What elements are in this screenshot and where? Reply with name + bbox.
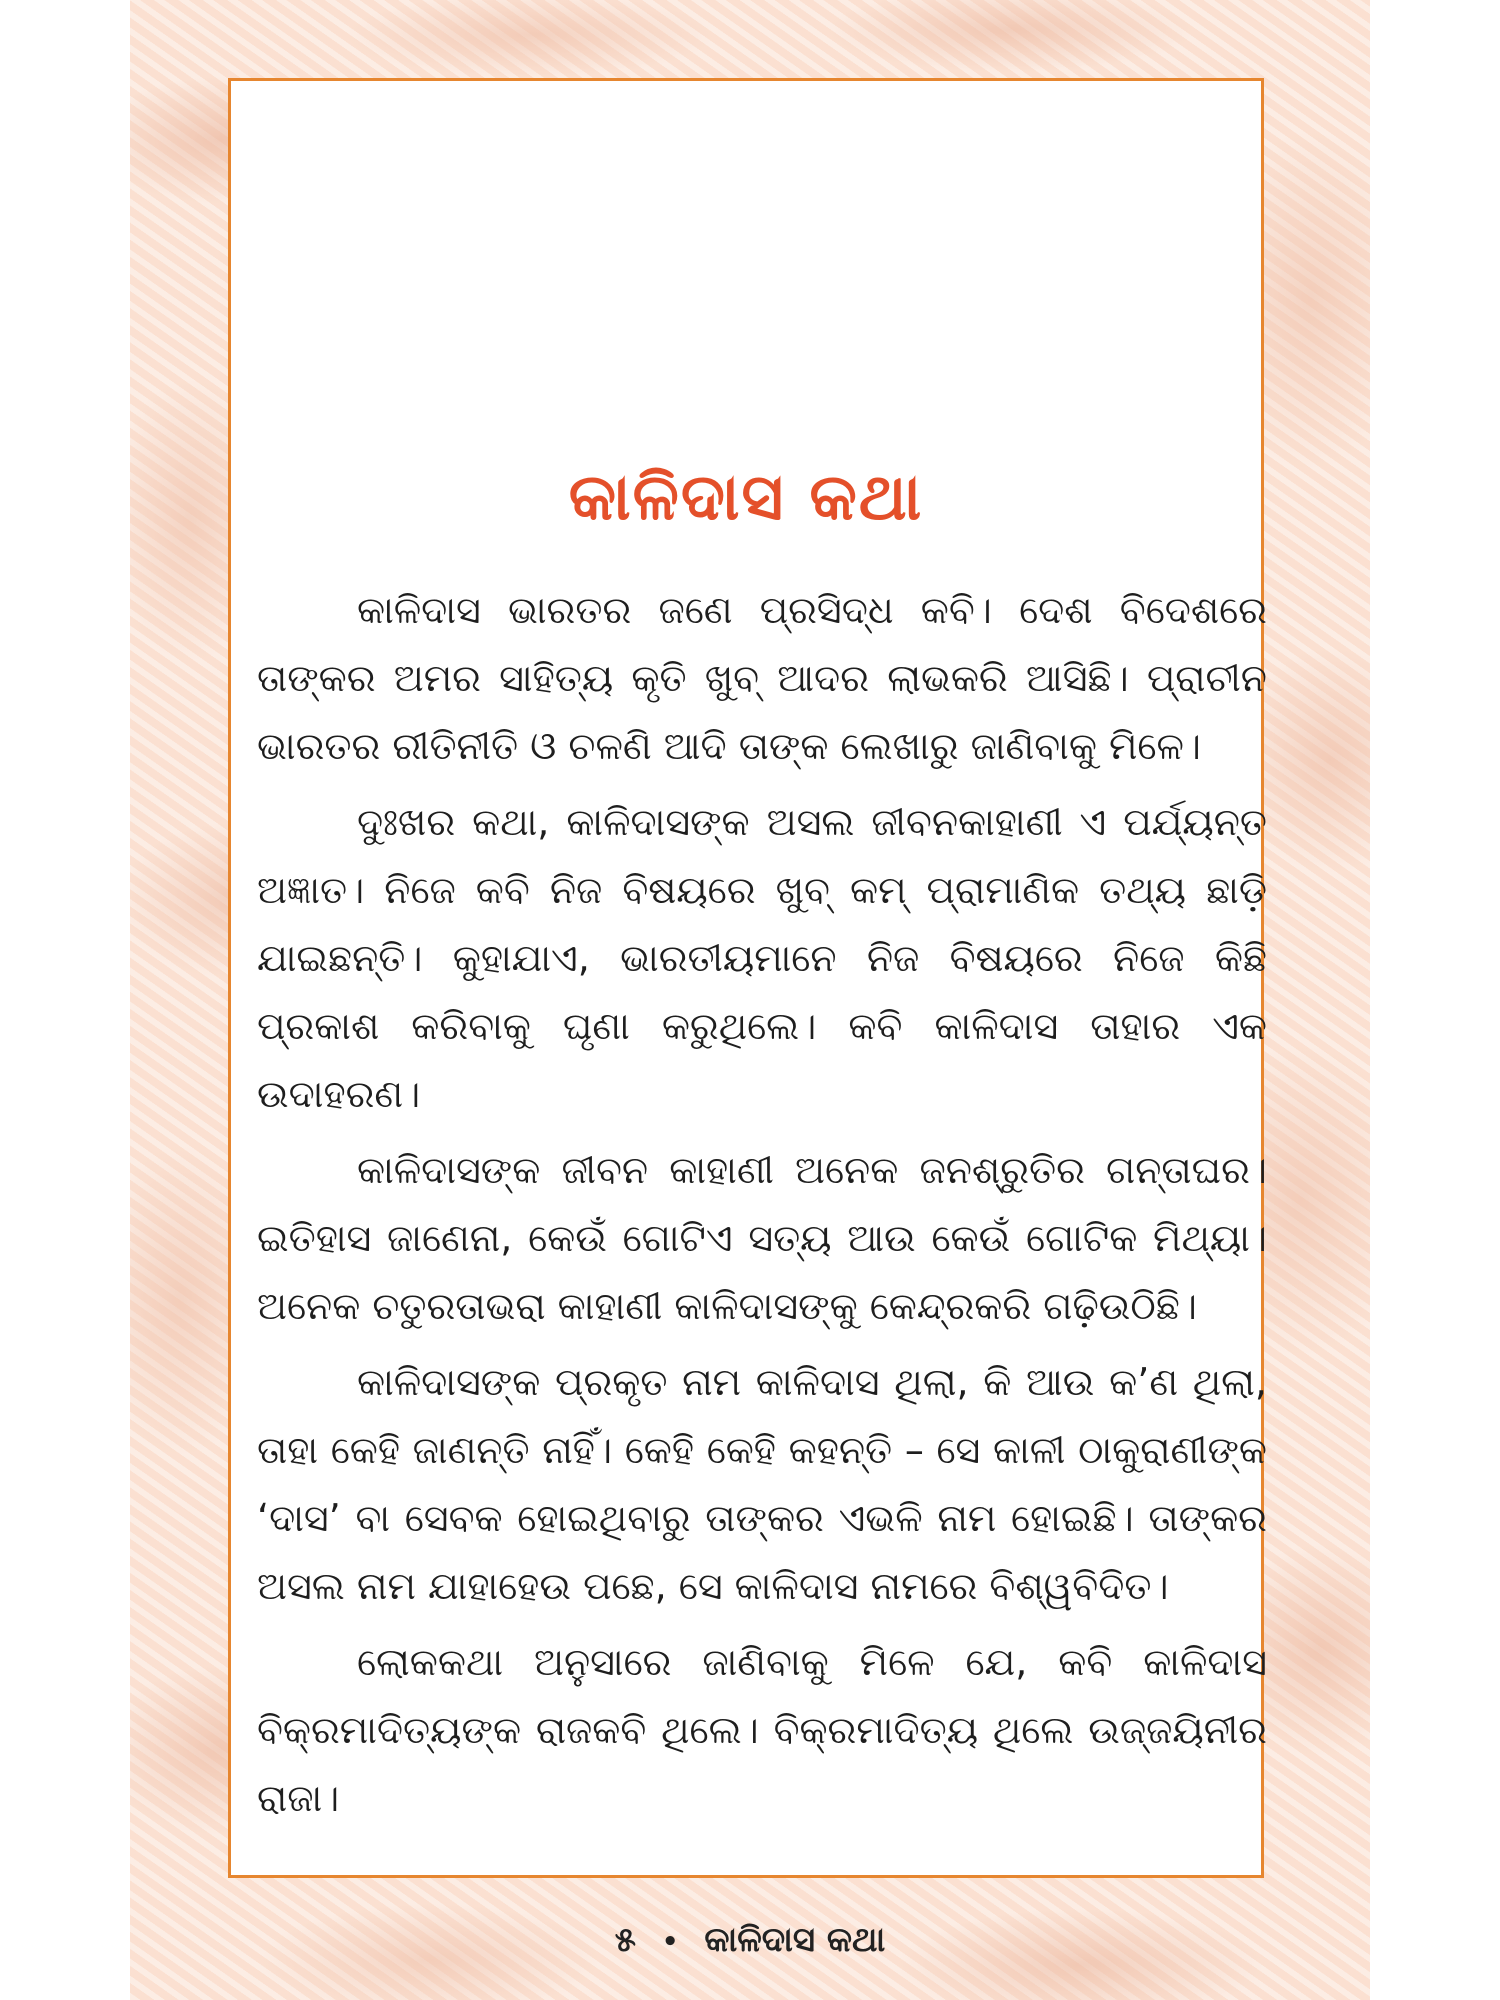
paragraph: କାଳିଦାସଙ୍କ ଜୀବନ କାହାଣୀ ଅନେକ ଜନଶ୍ରୁତିର ଗନ୍ତାଘର। ଇତିହାସ ଜାଣେନା, କେଉଁ ଗୋଟିଏ ସତ୍ୟ ଆଉ କେଉଁ ଗୋଟିକ ମିଥ୍ୟା। ଅନେକ ଚତୁରତାଭରା କାହାଣୀ କାଳିଦାସଙ୍କୁ କେନ୍ଦ୍ରକରି ଗଢ଼ିଉଠିଛି। <box>257 1148 1267 1328</box>
body-text <box>257 576 1267 1840</box>
paragraph: କାଳିଦାସଙ୍କ ପ୍ରକୃତ ନାମ କାଳିଦାସ ଥିଲା, କି ଆଉ କ’ଣ ଥିଲା, ତାହା କେହି ଜାଣନ୍ତି ନାହିଁ। କେହି କେହି କହନ୍ତି – ସେ କାଳୀ ଠାକୁରାଣୀଙ୍କ ‘ଦାସ’ ବା ସେବକ ହୋଇଥିବାରୁ ତାଙ୍କର ଏଭଳି ନାମ ହୋଇଛି। ତାଙ୍କର ଅସଲ ନାମ ଯାହାହେଉ ପଛେ, ସେ କାଳିଦାସ ନାମରେ ବିଶ୍ୱବିଦିତ। <box>257 1360 1267 1608</box>
page-number: ୫ <box>614 1920 636 1960</box>
text-frame <box>228 78 1267 1878</box>
paragraph: ଦୁଃଖର କଥା, କାଳିଦାସଙ୍କ ଅସଲ ଜୀବନକାହାଣୀ ଏ ପର୍ଯ୍ୟନ୍ତ ଅଜ୍ଞାତ। ନିଜେ କବି ନିଜ ବିଷୟରେ ଖୁବ୍ କମ୍ ପ୍ରାମାଣିକ ତଥ୍ୟ ଛାଡ଼ି ଯାଇଛନ୍ତି। କୁହାଯାଏ, ଭାରତୀୟମାନେ ନିଜ ବିଷୟରେ ନିଜେ କିଛି ପ୍ରକାଶ କରିବାକୁ ଘୃଣା କରୁଥିଲେ। କବି କାଳିଦାସ ତାହାର ଏକ ଉଦାହରଣ। <box>257 800 1267 1116</box>
chapter-title: କାଳିଦାସ କଥା <box>568 461 924 535</box>
paragraph: କାଳିଦାସ ଭାରତର ଜଣେ ପ୍ରସିଦ୍ଧ କବି। ଦେଶ ବିଦେଶରେ ତାଙ୍କର ଅମର ସାହିତ୍ୟ କୃତି ଖୁବ୍ ଆଦର ଲାଭକରି ଆସିଛି। ପ୍ରାଚୀନ ଭାରତର ରୀତିନୀତି ଓ ଚଳଣି ଆଦି ତାଙ୍କ ଲେଖାରୁ ଜାଣିବାକୁ ମିଳେ। <box>257 588 1267 768</box>
bullet-separator: • <box>661 1926 679 1957</box>
running-title: କାଳିଦାସ କଥା <box>704 1920 886 1960</box>
paragraph: ଲୋକକଥା ଅନୁସାରେ ଜାଣିବାକୁ ମିଳେ ଯେ, କବି କାଳିଦାସ ବିକ୍ରମାଦିତ୍ୟଙ୍କ ରାଜକବି ଥିଲେ। ବିକ୍ରମାଦିତ୍ୟ ଥିଲେ ଉଜ୍ଜୟିନୀର ରାଜା। <box>257 1640 1267 1820</box>
book-page <box>130 0 1370 2000</box>
page-footer <box>130 1920 1370 1960</box>
